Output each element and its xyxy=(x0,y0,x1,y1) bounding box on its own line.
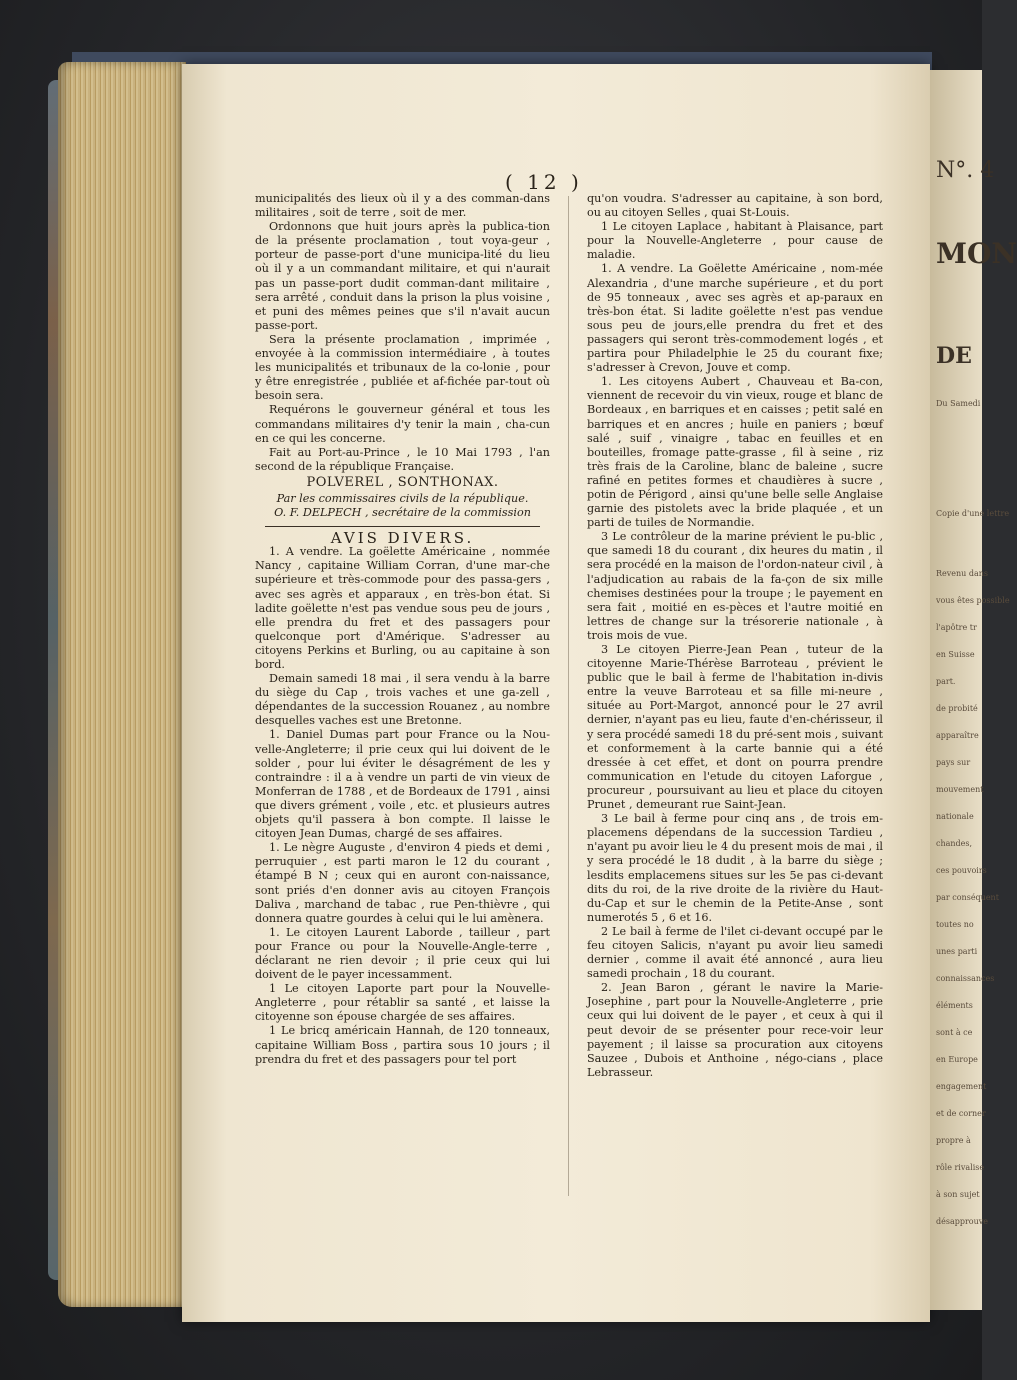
paragraph: municipalités des lieux où il y a des comman-dans militaires , soit de terre , soit de mer. xyxy=(255,192,550,220)
adjacent-page-line: mouvement xyxy=(936,785,984,794)
paragraph: 1. A vendre. La Goëlette Américaine , nom-mée Alexandria , d'une marche supérieure , et du port de 95 tonneaux , avec ses agrès et ap-paraux en très-bon état. Si ladite goëlette n'est pas vendue sous peu de jours,elle prendra du fret et des passagers qui seront très-commodement logés , et partira pour Philadelphie le 25 du courant fixe; s'adresser à Crevon, Jouve et comp. xyxy=(587,262,883,375)
signature-line-2: O. F. DELPECH , secrétaire de la commission xyxy=(274,506,531,520)
paragraph: 1 Le citoyen Laplace , habitant à Plaisance, part pour la Nouvelle-Angleterre , pour cause de maladie. xyxy=(587,220,883,262)
paragraph: 1. Les citoyens Aubert , Chauveau et Ba-con, viennent de recevoir du vin vieux, rouge et blanc de Bordeaux , en barriques et en caisses ; petit salé en barriques et en ancres ; huile en paniers ; bœuf salé , suif , vinaigre , tabac en feuilles et en bouteilles, fromage patte-grasse , fil à seine , riz très frais de la Caroline, blanc de baleine , sucre rafiné en petites formes et chaudières à sucre , potin de Périgord , ainsi qu'une belle selle Anglaise garnie des pistolets avec la bride plaquée , et un parti de tuiles de Normandie. xyxy=(587,375,883,530)
adjacent-page-line: à son sujet xyxy=(936,1190,980,1199)
paragraph: Sera la présente proclamation , imprimée , envoyée à la commission intermédiaire , à toutes les municipalités et tribunaux de la co-lonie , pour y être enregistrée , publiée et af-fichée par-tout où besoin sera. xyxy=(255,332,550,403)
adjacent-page-number: N°. 4 xyxy=(936,158,995,183)
paragraph: 3 Le contrôleur de la marine prévient le pu-blic , que samedi 18 du courant , dix heures du matin , il sera procédé en la maison de l'ordon-nateur civil , à l'adjudication au rabais de la fa-çon de six mille chemises destinées pour la troupe ; le payement en sera fait , moitié en es-pèces et l'autre moitié en lettres de change sur la trésorerie nationale , à trois mois de vue. xyxy=(587,530,883,642)
page-number: ( 12 ) xyxy=(505,170,583,194)
signature-names: POLVEREL , SONTHONAX. xyxy=(306,474,499,490)
adjacent-page-line: unes parti xyxy=(936,947,978,956)
left-column xyxy=(255,192,550,1067)
paragraph: 1. A vendre. La goëlette Américaine , nommée Nancy , capitaine William Corran, d'une mar-che supérieure et très-commode pour des passa-gers , avec ses agrès et apparaux , en très-bon état. Si ladite goëlette n'est pas vendue sous peu de jours , elle prendra du fret et des passagers pour quelconque port d'Amérique. S'adresser au citoyens Perkins et Burling, ou au capitaine à son bord. xyxy=(255,545,550,671)
paragraph: 2. Jean Baron , gérant le navire la Marie-Josephine , part pour la Nouvelle-Angleterre , prie ceux qui lui doivent de le payer , et ceux à qui il peut devoir de se présenter pour rece-voir leur payement ; il laisse sa procuration aux citoyens Sauzee , Dubois et Anthoine , négo-cians , place Lebrasseur. xyxy=(587,981,883,1079)
adjacent-page-line: nationale xyxy=(936,812,974,821)
adjacent-page-line: par conséquent xyxy=(936,893,999,902)
adjacent-page-line: propre à xyxy=(936,1136,971,1145)
paragraph: Demain samedi 18 mai , il sera vendu à la barre du siège du Cap , trois vaches et une ga-zell , dépendantes de la succession Rouanez , au nombre desquelles vaches est une Bretonne. xyxy=(255,672,550,728)
adjacent-page-line: de probité xyxy=(936,704,978,713)
adjacent-page-line: en Suisse xyxy=(936,650,975,659)
paragraph: Requérons le gouverneur général et tous les commandans militaires d'y tenir la main , cha-cun en ce qui les concerne. xyxy=(255,403,550,445)
paragraph: 1 Le bricq américain Hannah, de 120 tonneaux, capitaine William Boss , partira sous 10 jours ; il prendra du fret et des passagers pour tel port xyxy=(255,1024,550,1066)
section-rule xyxy=(265,526,540,527)
paragraph: 3 Le bail à ferme pour cinq ans , de trois em-placemens dépendans de la succession Tardieu , n'ayant pu avoir lieu le 4 du present mois de mai , il y sera procédé le 18 dudit , à la barre du siège ; lesdits emplacemens situes sur les 5e pas ci-devant dits du roi, de la rive droite de la rivière du Haut-du-Cap et sur le chemin de la Petite-Anse , sont numerotés 5 , 6 et 16. xyxy=(587,812,883,924)
paragraph: qu'on voudra. S'adresser au capitaine, à son bord, ou au citoyen Selles , quai St-Louis. xyxy=(587,192,883,220)
adjacent-page-line: ces pouvoirs xyxy=(936,866,987,875)
adjacent-page-fragment-de: DE xyxy=(936,343,972,369)
adjacent-page-line: éléments xyxy=(936,1001,973,1010)
adjacent-page-line: chandes, xyxy=(936,839,973,848)
adjacent-page-line: rôle rivalise xyxy=(936,1163,985,1172)
column-divider xyxy=(568,196,569,1196)
paragraph: 1. Le nègre Auguste , d'environ 4 pieds et demi , perruquier , est parti maron le 12 du courant , étampé B N ; ceux qui en auront con-naissance, sont priés d'en donner avis au citoyen François Daliva , marchand de tabac , rue Pen-thièvre , qui donnera quatre gourdes à celui qui le lui amènera. xyxy=(255,841,550,925)
paragraph: 2 Le bail à ferme de l'ilet ci-devant occupé par le feu citoyen Salicis, n'ayant pu avoir lieu samedi dernier , comme il avait été annoncé , aura lieu samedi prochain , 18 du courant. xyxy=(587,924,883,981)
adjacent-page-line: engagement xyxy=(936,1082,987,1091)
adjacent-page-line: vous êtes possible xyxy=(936,596,1010,605)
right-column xyxy=(587,192,883,1080)
adjacent-page xyxy=(930,70,1017,1310)
adjacent-page-line: et de corner xyxy=(936,1109,986,1118)
adjacent-page-line: sont à ce xyxy=(936,1028,973,1037)
paragraph: 1. Daniel Dumas part pour France ou la Nou-velle-Angleterre; il prie ceux qui lui doivent de le solder , pour lui éviter le désagrément de les y contraindre : il a à vendre un parti de vin vieux de Monferran de 1788 , et de Bordeaux de 1791 , ainsi que divers grément , voile , etc. et plusieurs autres objets qu'il passera à bon compte. Il laisse le citoyen Jean Dumas, chargé de ses affaires. xyxy=(255,728,550,841)
adjacent-page-line: apparaître xyxy=(936,731,979,740)
adjacent-page-date: Du Samedi xyxy=(936,399,981,408)
avis-list-right xyxy=(587,192,883,1080)
adjacent-page-line: en Europe xyxy=(936,1055,978,1064)
adjacent-page-line: pays sur xyxy=(936,758,971,767)
paragraph: Fait au Port-au-Prince , le 10 Mai 1793 , l'an second de la république Française. xyxy=(255,445,550,473)
adjacent-page-line: connaissances xyxy=(936,974,995,983)
avis-heading: AVIS DIVERS. xyxy=(330,529,475,548)
paragraph: Ordonnons que huit jours après la publica-tion de la présente proclamation , tout voya-geur , porteur de passe-port d'une municipa-lité du lieu où il y a un commandant militaire, et qui n'aurait pas un passe-port dudit comman-dant militaire , sera arrêté , conduit dans la prison la plus voisine , et puni des mêmes peines que s'il n'avait aucun passe-port. xyxy=(255,220,550,332)
paragraph: 3 Le citoyen Pierre-Jean Pean , tuteur de la citoyenne Marie-Thérèse Barroteau , prévient le public que le bail à ferme de l'habitation in-divis entre la veuve Barroteau et sa fille mi-neure , située au Port-Margot, annoncé pour le 27 avril dernier, n'ayant pas eu lieu, faute d'en-chérisseur, il y sera procédé samedi 18 du pré-sent mois , suivant et conformement à la carte bannie qui a été dressée à cet effet, et dont on pourra prendre communication en l'etude du citoyen Laforgue , procureur , poursuivant au lieu et place du citoyen Prunet , demeurant rue Saint-Jean. xyxy=(587,643,884,812)
book-page-edges xyxy=(58,62,186,1307)
paragraph: 1 Le citoyen Laporte part pour la Nouvelle-Angleterre , pour rétablir sa santé , et laisse la citoyenne son épouse chargée de ses affaires. xyxy=(255,982,550,1024)
adjacent-page-line: Revenu dans xyxy=(936,569,989,578)
paragraph: 1. Le citoyen Laurent Laborde , tailleur , part pour France ou pour la Nouvelle-Angle-terre , déclarant ne rien devoir ; il prie ceux qui lui doivent de le payer incessamment. xyxy=(255,925,550,982)
adjacent-page-line: l'apôtre tr xyxy=(936,623,977,632)
adjacent-page-copie: Copie d'une lettre xyxy=(936,509,1010,518)
adjacent-page-title-fragment: MON xyxy=(936,237,1017,270)
avis-list-left xyxy=(255,545,550,1066)
adjacent-page-line: désapprouve xyxy=(936,1217,989,1226)
signature-line-1: Par les commissaires civils de la république. xyxy=(276,491,529,505)
proclamation-text xyxy=(255,192,550,474)
adjacent-page-line: toutes no xyxy=(936,920,974,929)
adjacent-page-line: part. xyxy=(936,677,956,686)
